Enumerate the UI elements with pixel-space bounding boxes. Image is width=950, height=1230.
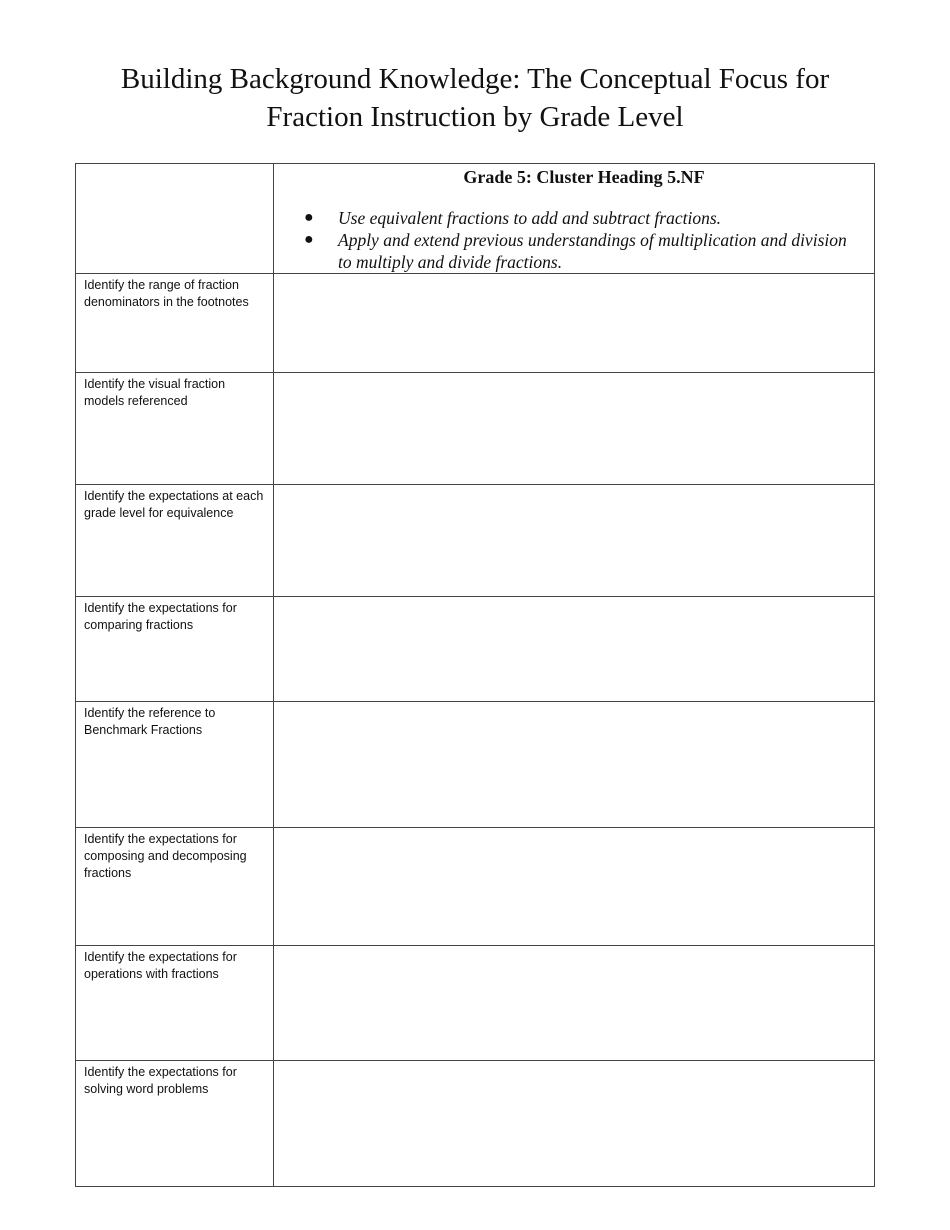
bullet-dot-icon: ●	[304, 231, 314, 248]
fraction-focus-table	[75, 163, 875, 1187]
bullet-dot-icon: ●	[304, 209, 314, 226]
table-row	[76, 485, 875, 597]
answer-cell-comparing[interactable]	[274, 597, 875, 702]
cluster-heading-cell	[274, 164, 875, 274]
row-label-word-problems: Identify the expectations for solving word problems	[76, 1061, 274, 1187]
table-row	[76, 274, 875, 373]
row-label-visual-models: Identify the visual fraction models referenced	[76, 373, 274, 485]
answer-cell-word-problems[interactable]	[274, 1061, 875, 1187]
row-label-operations: Identify the expectations for operations with fractions	[76, 946, 274, 1061]
answer-cell-benchmark[interactable]	[274, 702, 875, 828]
answer-cell-denominators[interactable]	[274, 274, 875, 373]
page-title-line-1: Building Background Knowledge: The Conceptual Focus for	[120, 63, 830, 95]
table-row	[76, 373, 875, 485]
row-label-comparing: Identify the expectations for comparing fractions	[76, 597, 274, 702]
cluster-standards-list	[304, 207, 864, 273]
table-row	[76, 828, 875, 946]
row-label-equivalence: Identify the expectations at each grade level for equivalence	[76, 485, 274, 597]
cluster-heading: Grade 5: Cluster Heading 5.NF	[463, 167, 705, 187]
row-label-composing: Identify the expectations for composing and decomposing fractions	[76, 828, 274, 946]
answer-cell-composing[interactable]	[274, 828, 875, 946]
row-label-benchmark: Identify the reference to Benchmark Fractions	[76, 702, 274, 828]
standard-bullet-2	[304, 229, 864, 273]
header-label-cell-empty	[76, 164, 274, 274]
page-title	[0, 60, 950, 136]
table-row	[76, 702, 875, 828]
header-row	[76, 164, 875, 274]
page-title-line-2: Fraction Instruction by Grade Level	[266, 101, 684, 133]
row-label-denominators: Identify the range of fraction denominators in the footnotes	[76, 274, 274, 373]
standard-text-1: Use equivalent fractions to add and subtract fractions.	[338, 208, 722, 228]
table-row	[76, 1061, 875, 1187]
answer-cell-equivalence[interactable]	[274, 485, 875, 597]
answer-cell-visual-models[interactable]	[274, 373, 875, 485]
table-row	[76, 597, 875, 702]
standard-bullet-1	[304, 207, 864, 229]
standard-text-2: Apply and extend previous understandings of multiplication and division to multiply and divide fractions.	[338, 230, 847, 272]
table-row	[76, 946, 875, 1061]
answer-cell-operations[interactable]	[274, 946, 875, 1061]
